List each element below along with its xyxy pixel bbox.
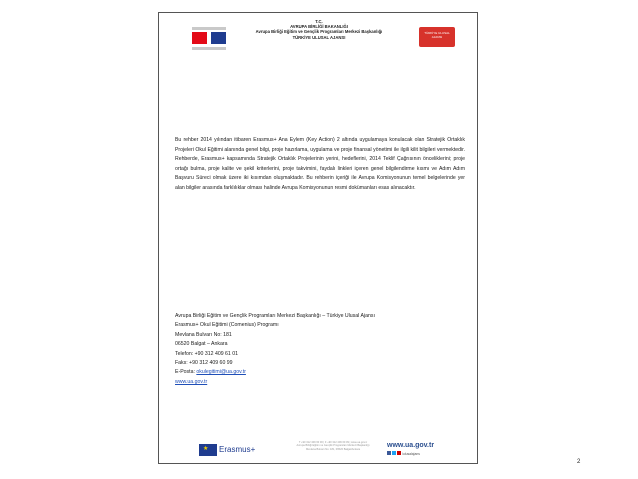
intro-paragraph: Bu rehber 2014 yılından itibaren Erasmus+ Ana Eylem (Key Action) 2 altında uygulamaya konulacak olan Stratejik Ortaklık Projeleri Okul Eğitimi alanında genel bilgi, proje hazırlama, uygulama ve proje finansal yönetimi ile ilgili kilit bilgileri vermektedir. Rehberde, Erasmus+ kapsamında Stratejik Ortaklık Projelerinin yerini, hedeflerini, 2014 Teklif Çağrısının önceliklerini; proje ortağı bulma, proje kalite ve şekil kriterlerini, proje takvimini, faydalı linkleri içeren genel bilgilendirme kısmı ve Adım Adım Başvuru Süreci olmak üzere iki kısımdan oluşmaktadır. Bu rehberin içeriği ile Avrupa Komisyonunun temel belgelerinde yer alan bilgiler arasında farklılıklar olması halinde Avrupa Komisyonunun resmi dokümanları esas alınacaktır. xyxy=(175,137,465,191)
contact-program: Erasmus+ Okul Eğitimi (Comenius) Programı xyxy=(175,322,279,329)
national-agency-logo-text: TÜRKİYE ULUSAL AJANSI xyxy=(424,31,450,39)
eu-flag-icon xyxy=(211,32,226,44)
footer-small-line-2: Avrupa Birliği Eğitim ve Gençlik Programları Merkezi Başkanlığı xyxy=(296,444,370,448)
contact-email-row xyxy=(175,368,465,377)
footer-small-line-1: T +90 312 409 60 00 | F +90 312 409 60 09 | www.ua.gov.tr xyxy=(298,441,368,444)
header-line-4: TÜRKİYE ULUSAL AJANSI xyxy=(292,34,346,40)
contact-block xyxy=(175,312,465,387)
footer-small-line-3: Mevlana Bulvarı No: 181, 06520 Balgat/Ankara xyxy=(305,447,361,451)
email-label: E-Posta: xyxy=(175,369,197,376)
header-line-2: AVRUPA BİRLİĞİ BAKANLIĞI xyxy=(290,24,348,30)
website-link[interactable]: www.ua.gov.tr xyxy=(175,378,208,385)
footer-website: www.ua.gov.tr xyxy=(387,442,435,449)
contact-fax: Faks: +90 312 409 60 99 xyxy=(175,360,233,367)
contact-street: Mevlana Bulvarı No: 181 xyxy=(175,331,232,338)
youtube-icon xyxy=(397,451,401,455)
header-line-1: T.C. xyxy=(315,19,323,24)
contact-org: Avrupa Birliği Eğitim ve Gençlik Programları Merkezi Başkanlığı – Türkiye Ulusal Ajansı xyxy=(175,313,375,319)
erasmus-plus-logo: Erasmus+ xyxy=(219,445,256,454)
social-handle: /ulusalajans xyxy=(402,452,420,456)
email-link[interactable]: okulegitimi@ua.gov.tr xyxy=(196,369,246,376)
footer-address xyxy=(289,441,377,451)
header-line-3: Avrupa Birliği Eğitim ve Gençlik Programları Merkezi Başkanlığı xyxy=(255,29,383,35)
contact-web-row xyxy=(175,378,465,387)
header-title xyxy=(229,19,409,40)
page-footer xyxy=(199,441,461,461)
twitter-icon xyxy=(392,451,396,455)
facebook-icon xyxy=(387,451,391,455)
page-number: 2 xyxy=(577,459,581,465)
contact-city: 06520 Balgat – Ankara xyxy=(175,341,228,348)
contact-phone: Telefon: +90 312 409 61 01 xyxy=(175,350,239,357)
page-header xyxy=(159,13,477,59)
eu-flag-icon: ★ xyxy=(199,444,217,456)
turkey-flag-icon xyxy=(192,32,207,44)
document-page xyxy=(158,12,478,464)
social-links xyxy=(387,451,420,456)
national-agency-logo xyxy=(419,27,455,47)
ministry-logo xyxy=(192,27,230,53)
